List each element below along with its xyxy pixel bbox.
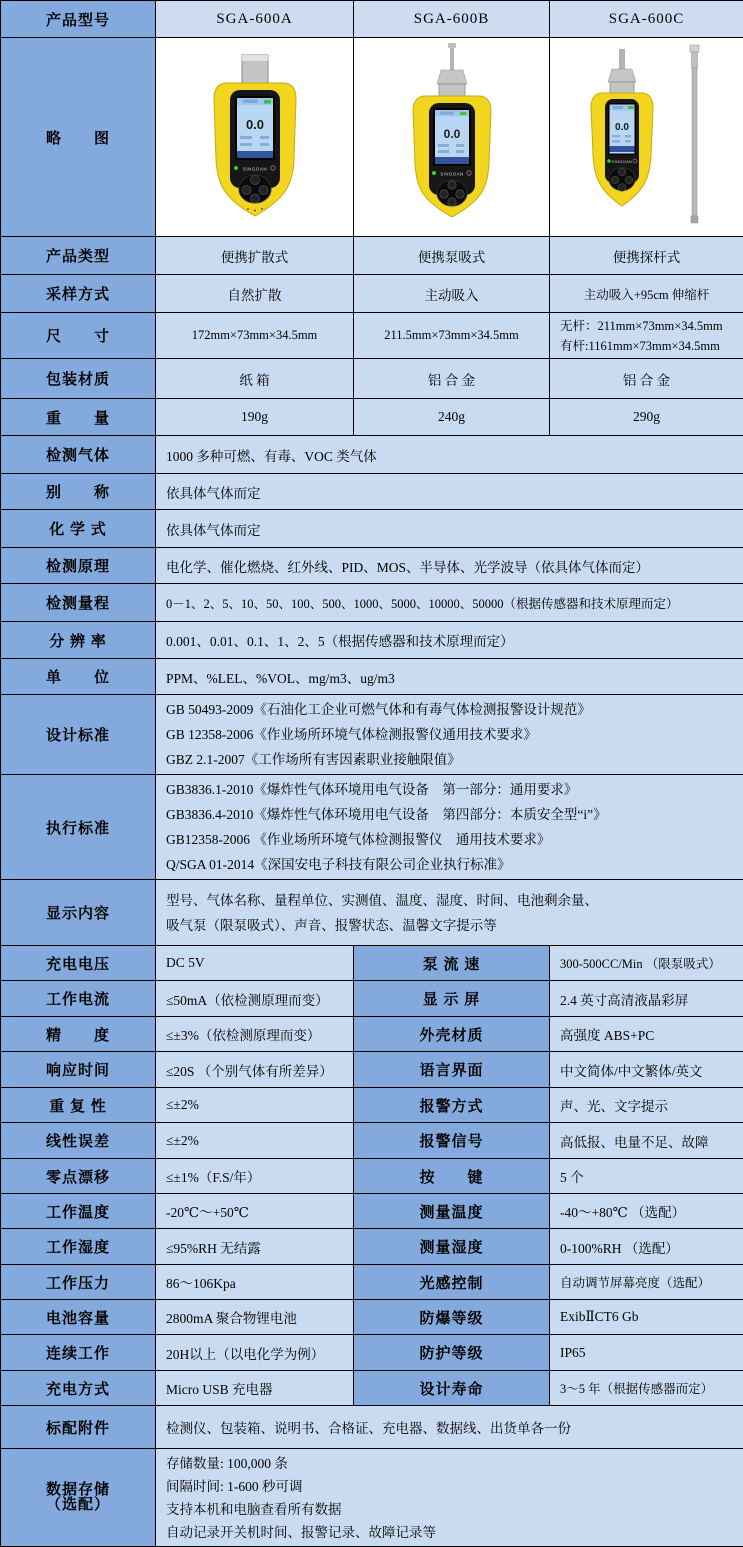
buttons-label: 按 键 — [354, 1159, 550, 1194]
row-pair-3 — [1, 1052, 743, 1088]
working-current-label: 工作电流 — [1, 981, 156, 1017]
brand-label: SINGOAN — [611, 160, 631, 164]
design-life-label: 设计寿命 — [354, 1371, 550, 1406]
light-sensing-label: 光感控制 — [354, 1265, 550, 1300]
alarm-signal-value: 高低报、电量不足、故障 — [550, 1123, 743, 1159]
packaging-600b: 铝 合 金 — [354, 359, 550, 399]
sketch-row-label: 略 图 — [1, 38, 156, 237]
zero-drift-label: 零点漂移 — [1, 1159, 156, 1194]
size-600c — [550, 313, 743, 359]
size-600c-without-rod: 无杆：211mm×73mm×34.5mm — [560, 316, 733, 336]
display-content-value — [156, 880, 743, 946]
language-value: 中文简体/中文繁体/英文 — [550, 1052, 743, 1088]
device-image-cell-600b — [354, 38, 550, 237]
product-type-label: 产品类型 — [1, 237, 156, 275]
explosion-proof-label: 防爆等级 — [354, 1300, 550, 1335]
charging-method-label: 充电方式 — [1, 1371, 156, 1406]
response-time-label: 响应时间 — [1, 1052, 156, 1088]
continuous-work-value: 20H以上（以电化学为例） — [156, 1335, 354, 1371]
working-current-value: ≤50mA（依检测原理而变） — [156, 981, 354, 1017]
measure-temp-label: 测量温度 — [354, 1194, 550, 1229]
design-standard-line: GB 12358-2006《作业场所环境气体检测报警仪通用技术要求》 — [166, 722, 733, 747]
protection-rating-label: 防护等级 — [354, 1335, 550, 1371]
range-value: 0－1、2、5、10、50、100、500、1000、5000、10000、50000（根据传感器和技术原理而定） — [156, 584, 743, 622]
row-resolution — [1, 622, 743, 659]
sensor-cap — [439, 84, 465, 96]
row-exec-standard — [1, 775, 743, 880]
row-pair-5 — [1, 1123, 743, 1159]
weight-label: 重 量 — [1, 399, 156, 436]
principle-label: 检测原理 — [1, 548, 156, 584]
design-standard-label: 设计标准 — [1, 695, 156, 775]
screen-reading: 0.0 — [245, 117, 263, 132]
battery-icon — [264, 100, 271, 104]
display-screen-value: 2.4 英寸高清液晶彩屏 — [550, 981, 743, 1017]
weight-600a: 190g — [156, 399, 354, 436]
row-pair-11 — [1, 1335, 743, 1371]
telescopic-rod-tip — [690, 45, 699, 52]
response-time-value: ≤20S （个别气体有所差异） — [156, 1052, 354, 1088]
probe-shaft — [619, 49, 625, 69]
row-formula — [1, 510, 743, 548]
buttons-value: 5 个 — [550, 1159, 743, 1194]
data-storage-line: 支持本机和电脑查看所有数据 — [166, 1498, 733, 1521]
row-sampling — [1, 275, 743, 313]
row-pair-9 — [1, 1265, 743, 1300]
display-screen-label: 显 示 屏 — [354, 981, 550, 1017]
screen-reading: 0.0 — [615, 122, 629, 133]
accessories-value: 检测仪、包装箱、说明书、合格证、充电器、数据线、出货单各一份 — [156, 1406, 743, 1449]
resolution-label: 分 辨 率 — [1, 622, 156, 659]
status-led — [607, 159, 611, 163]
repeatability-value: ≤±2% — [156, 1088, 354, 1123]
device-image-cell-600a — [156, 38, 354, 237]
packaging-600a: 纸 箱 — [156, 359, 354, 399]
telescopic-rod — [692, 68, 697, 216]
light-sensing-value: 自动调节屏幕亮度（选配） — [550, 1265, 743, 1300]
exec-standard-label: 执行标准 — [1, 775, 156, 880]
sampling-label: 采样方式 — [1, 275, 156, 313]
battery-capacity-label: 电池容量 — [1, 1300, 156, 1335]
row-packaging — [1, 359, 743, 399]
linearity-error-label: 线性误差 — [1, 1123, 156, 1159]
measure-temp-value: -40～+80℃ （选配） — [550, 1194, 743, 1229]
status-led — [432, 171, 436, 175]
brand-label: SINGOAN — [242, 167, 266, 172]
row-size — [1, 313, 743, 359]
weight-600c: 290g — [550, 399, 743, 436]
data-storage-label — [1, 1449, 156, 1547]
row-pair-12 — [1, 1371, 743, 1406]
size-600a: 172mm×73mm×34.5mm — [156, 313, 354, 359]
language-label: 语言界面 — [354, 1052, 550, 1088]
probe-tip — [448, 43, 456, 48]
unit-value: PPM、%LEL、%VOL、mg/m3、ug/m3 — [156, 659, 743, 695]
gases-value: 1000 多种可燃、有毒、VOC 类气体 — [156, 436, 743, 474]
data-storage-line: 自动记录开关机时间、报警记录、故障记录等 — [166, 1521, 733, 1544]
alias-label: 别 称 — [1, 474, 156, 510]
row-range — [1, 584, 743, 622]
product-type-600a: 便携扩散式 — [156, 237, 354, 275]
exec-standard-line: GB12358-2006 《作业场所环境气体检测报警仪 通用技术要求》 — [166, 827, 733, 852]
data-storage-line: 间隔时间: 1-600 秒可调 — [166, 1475, 733, 1498]
gases-label: 检测气体 — [1, 436, 156, 474]
linearity-error-value: ≤±2% — [156, 1123, 354, 1159]
working-temp-label: 工作温度 — [1, 1194, 156, 1229]
charging-method-value: Micro USB 充电器 — [156, 1371, 354, 1406]
exec-standard-line: GB3836.1-2010《爆炸性气体环境用电气设备 第一部分：通用要求》 — [166, 777, 733, 802]
screen-reading: 0.0 — [443, 127, 460, 141]
row-pair-6 — [1, 1159, 743, 1194]
design-standard-line: GB 50493-2009《石油化工企业可燃气体和有毒气体检测报警设计规范》 — [166, 697, 733, 722]
exec-standard-value — [156, 775, 743, 880]
unit-label: 单 位 — [1, 659, 156, 695]
product-type-600c: 便携探杆式 — [550, 237, 743, 275]
display-content-line: 型号、气体名称、量程单位、实测值、温度、湿度、时间、电池剩余量、 — [166, 888, 733, 913]
zero-drift-value: ≤±1%（F.S/年） — [156, 1159, 354, 1194]
data-storage-label-line2: （选配） — [1, 1498, 155, 1513]
data-storage-line: 存储数量: 100,000 条 — [166, 1452, 733, 1475]
alarm-mode-value: 声、光、文字提示 — [550, 1088, 743, 1123]
row-alias — [1, 474, 743, 510]
status-led — [234, 166, 238, 170]
device-image-600b — [377, 41, 527, 233]
device-image-cell-600c — [550, 38, 743, 237]
exec-standard-line: GB3836.4-2010《爆炸性气体环境用电气设备 第四部分：本质安全型“i”》 — [166, 802, 733, 827]
protection-rating-value: IP65 — [550, 1335, 743, 1371]
range-label: 检测量程 — [1, 584, 156, 622]
row-pair-2 — [1, 1017, 743, 1052]
continuous-work-label: 连续工作 — [1, 1335, 156, 1371]
accuracy-value: ≤±3%（依检测原理而变） — [156, 1017, 354, 1052]
weight-600b: 240g — [354, 399, 550, 436]
measure-humidity-value: 0-100%RH （选配） — [550, 1229, 743, 1265]
sampling-600c: 主动吸入+95cm 伸缩杆 — [550, 275, 743, 313]
brand-label: SINGOAN — [440, 172, 463, 177]
alarm-mode-label: 报警方式 — [354, 1088, 550, 1123]
model-name-600b: SGA-600B — [354, 1, 550, 38]
working-pressure-label: 工作压力 — [1, 1265, 156, 1300]
working-pressure-value: 86～106Kpa — [156, 1265, 354, 1300]
resolution-value: 0.001、0.01、0.1、1、2、5（根据传感器和技术原理而定） — [156, 622, 743, 659]
exec-standard-line: Q/SGA 01-2014《深国安电子科技有限公司企业执行标准》 — [166, 852, 733, 877]
row-pair-8 — [1, 1229, 743, 1265]
sampling-600b: 主动吸入 — [354, 275, 550, 313]
design-standard-line: GBZ 2.1-2007《工作场所有害因素职业接触限值》 — [166, 747, 733, 772]
row-pair-4 — [1, 1088, 743, 1123]
accessories-label: 标配附件 — [1, 1406, 156, 1449]
charge-voltage-value: DC 5V — [156, 946, 354, 981]
sampling-600a: 自然扩散 — [156, 275, 354, 313]
battery-icon — [628, 106, 634, 109]
explosion-proof-value: ExibⅡCT6 Gb — [550, 1300, 743, 1335]
model-name-600c: SGA-600C — [550, 1, 743, 38]
formula-value: 依具体气体而定 — [156, 510, 743, 548]
data-storage-label-line1: 数据存储 — [1, 1483, 155, 1498]
row-product-type — [1, 237, 743, 275]
packaging-label: 包装材质 — [1, 359, 156, 399]
row-accessories — [1, 1406, 743, 1449]
size-600c-with-rod: 有杆:1161mm×73mm×34.5mm — [560, 336, 733, 356]
accuracy-label: 精 度 — [1, 1017, 156, 1052]
pump-flow-value: 300-500CC/Min （限泵吸式） — [550, 946, 743, 981]
battery-capacity-value: 2800mA 聚合物锂电池 — [156, 1300, 354, 1335]
working-humidity-label: 工作湿度 — [1, 1229, 156, 1265]
device-image-600a — [180, 41, 330, 233]
alarm-signal-label: 报警信号 — [354, 1123, 550, 1159]
battery-icon — [460, 112, 467, 115]
measure-humidity-label: 测量湿度 — [354, 1229, 550, 1265]
probe-shaft — [450, 48, 454, 70]
repeatability-label: 重 复 性 — [1, 1088, 156, 1123]
device-image-600c — [562, 41, 732, 233]
row-display-content — [1, 880, 743, 946]
data-storage-value — [156, 1449, 743, 1547]
display-content-line: 吸气泵（限泵吸式）、声音、报警状态、温馨文字提示等 — [166, 913, 733, 938]
row-data-storage — [1, 1449, 743, 1547]
display-content-label: 显示内容 — [1, 880, 156, 946]
working-humidity-value: ≤95%RH 无结露 — [156, 1229, 354, 1265]
charge-voltage-label: 充电电压 — [1, 946, 156, 981]
alias-value: 依具体气体而定 — [156, 474, 743, 510]
row-model — [1, 1, 743, 38]
row-gases — [1, 436, 743, 474]
row-pair-0 — [1, 946, 743, 981]
size-600b: 211.5mm×73mm×34.5mm — [354, 313, 550, 359]
model-name-600a: SGA-600A — [156, 1, 354, 38]
working-temp-value: -20℃～+50℃ — [156, 1194, 354, 1229]
packaging-600c: 铝 合 金 — [550, 359, 743, 399]
row-pair-10 — [1, 1300, 743, 1335]
product-type-600b: 便携泵吸式 — [354, 237, 550, 275]
size-label: 尺 寸 — [1, 313, 156, 359]
row-weight — [1, 399, 743, 436]
shell-material-label: 外壳材质 — [354, 1017, 550, 1052]
design-life-value: 3～5 年（根据传感器而定） — [550, 1371, 743, 1406]
principle-value: 电化学、催化燃烧、红外线、PID、MOS、半导体、光学波导（依具体气体而定） — [156, 548, 743, 584]
row-pair-1 — [1, 981, 743, 1017]
shell-material-value: 高强度 ABS+PC — [550, 1017, 743, 1052]
formula-label: 化 学 式 — [1, 510, 156, 548]
row-design-standard — [1, 695, 743, 775]
row-unit — [1, 659, 743, 695]
pump-flow-label: 泵 流 速 — [354, 946, 550, 981]
design-standard-value — [156, 695, 743, 775]
row-sketch — [1, 38, 743, 237]
row-principle — [1, 548, 743, 584]
row-pair-7 — [1, 1194, 743, 1229]
model-row-label: 产品型号 — [1, 1, 156, 38]
sensor-cap — [610, 82, 634, 93]
